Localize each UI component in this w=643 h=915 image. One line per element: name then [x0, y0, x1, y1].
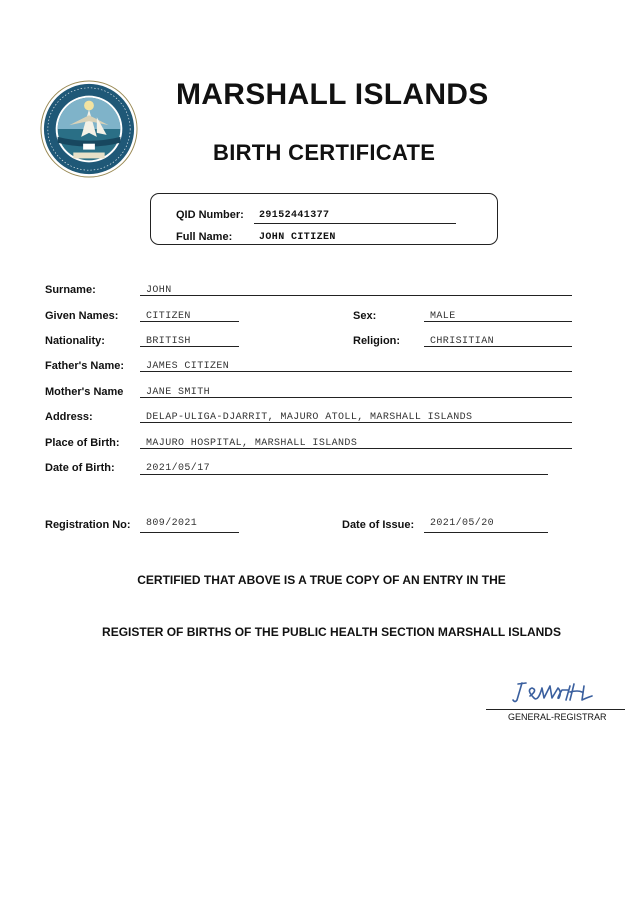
certification-statement-line1: CERTIFIED THAT ABOVE IS A TRUE COPY OF AN ENTRY IN THE — [137, 573, 506, 587]
surname-value: JOHN — [146, 285, 172, 296]
registrar-title: GENERAL-REGISTRAR — [508, 712, 607, 722]
full-name-underline — [254, 244, 456, 245]
date-of-birth-label: Date of Birth: — [45, 462, 115, 474]
father-name-value: JAMES CITIZEN — [146, 361, 230, 372]
date-of-birth-value: 2021/05/17 — [146, 463, 211, 474]
place-of-birth-underline — [140, 448, 572, 449]
qid-label: QID Number: — [176, 209, 244, 221]
religion-label: Religion: — [353, 335, 401, 347]
date-of-issue-underline — [424, 532, 548, 533]
given-names-label: Given Names: — [45, 310, 119, 322]
registration-no-label: Registration No: — [45, 519, 131, 531]
marshall-islands-seal-icon — [40, 80, 138, 178]
mother-name-underline — [140, 397, 572, 398]
registration-no-underline — [140, 532, 239, 533]
mother-name-value: JANE SMITH — [146, 387, 211, 398]
qid-underline — [254, 223, 456, 224]
given-names-underline — [140, 321, 239, 322]
surname-label: Surname: — [45, 284, 96, 296]
address-value: DELAP-ULIGA-DJARRIT, MAJURO ATOLL, MARSHALL ISLANDS — [146, 412, 473, 423]
address-underline — [140, 422, 572, 423]
surname-underline — [140, 295, 572, 296]
full-name-label: Full Name: — [176, 231, 233, 243]
religion-value: CHRISITIAN — [430, 336, 495, 347]
given-names-value: CITIZEN — [146, 311, 191, 322]
religion-underline — [424, 346, 572, 347]
qid-value: 29152441377 — [259, 210, 330, 221]
nationality-label: Nationality: — [45, 335, 105, 347]
country-title: MARSHALL ISLANDS — [176, 78, 489, 111]
nationality-underline — [140, 346, 239, 347]
full-name-value: JOHN CITIZEN — [259, 232, 336, 243]
date-of-birth-underline — [140, 474, 548, 475]
address-label: Address: — [45, 411, 93, 423]
sex-label: Sex: — [353, 310, 377, 322]
certification-statement-line2: REGISTER OF BIRTHS OF THE PUBLIC HEALTH SECTION MARSHALL ISLANDS — [102, 625, 561, 639]
sex-underline — [424, 321, 572, 322]
father-name-label: Father's Name: — [45, 360, 125, 372]
signature-icon — [512, 678, 596, 706]
date-of-issue-label: Date of Issue: — [342, 519, 415, 531]
sex-value: MALE — [430, 311, 456, 322]
nationality-value: BRITISH — [146, 336, 191, 347]
signature-line — [486, 709, 625, 710]
father-name-underline — [140, 371, 572, 372]
mother-name-label: Mother's Name — [45, 386, 124, 398]
document-title: BIRTH CERTIFICATE — [213, 140, 436, 165]
registration-no-value: 809/2021 — [146, 518, 198, 529]
place-of-birth-label: Place of Birth: — [45, 437, 120, 449]
place-of-birth-value: MAJURO HOSPITAL, MARSHALL ISLANDS — [146, 438, 358, 449]
date-of-issue-value: 2021/05/20 — [430, 518, 495, 529]
